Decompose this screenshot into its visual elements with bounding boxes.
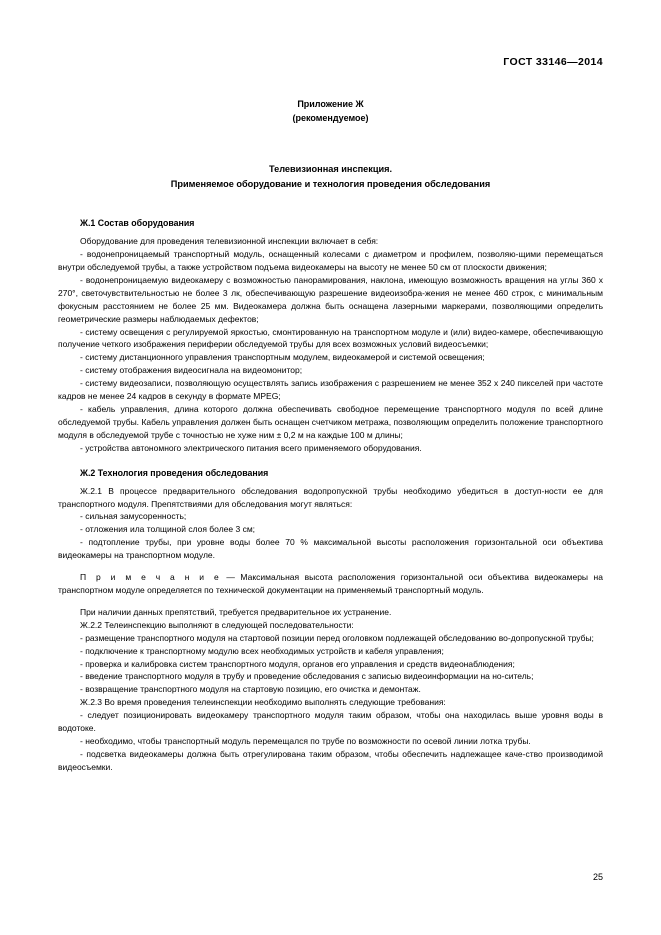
paragraph: - систему отображения видеосигнала на видеомонитор; (80, 365, 303, 376)
paragraph: - водонепроницаемую видеокамеру с возможностью панорамирования, наклона, имеющую возможность вращения на углы 360 х 270°, светочувствительностью не более 3 лк, обеспечивающую разрешение видеоизобра-жения не менее 460 строк, с минимальным фокусным расстоянием не более 25 мм. Видеокамера должна быть оснащена лазерными маркерами, позволяющими определить геометрические размеры наблюдаемых дефектов; (58, 274, 603, 324)
annex-subtitle: (рекомендуемое) (292, 112, 369, 123)
paragraph: - водонепроницаемый транспортный модуль, оснащенный колесами с диаметром и профилем, позволяю-щими перемещаться внутри обследуемой трубы, а также устройством подъема видеокамеры на высоту не менее 50 см от плоскости движения; (58, 249, 603, 273)
paragraph: Ж.2.2 Телеинспекцию выполняют в следующей последовательности: (80, 619, 354, 630)
paragraph: - подсветка видеокамеры должна быть отрегулирована таким образом, чтобы обеспечить надлежащее каче-ство производимой видеосъемки. (58, 748, 603, 772)
section-heading: Ж.1 Состав оборудования (80, 218, 195, 229)
standard-number: ГОСТ 33146—2014 (503, 56, 603, 68)
paragraph: - подключение к транспортному модулю всех необходимых устройств и кабеля управления; (80, 645, 444, 656)
paragraph: - следует позиционировать видеокамеру транспортного модуля таким образом, чтобы она находилась выше уровня воды в водотоке. (58, 710, 603, 734)
page-header (58, 56, 603, 68)
annex-title: Приложение Ж (297, 99, 364, 109)
paragraph: - подтопление трубы, при уровне воды более 70 % максимальной высоты расположения горизонтальной оси объектива видеокамеры на транспортном модуле. (58, 537, 603, 561)
note-paragraph (58, 571, 603, 597)
paragraph: Оборудование для проведения телевизионной инспекции включает в себя: (80, 236, 379, 247)
paragraph: - устройства автономного электрического питания всего применяемого оборудования. (80, 442, 422, 453)
page-title-line2: Применяемое оборудование и технология проведения обследования (170, 179, 491, 190)
paragraph: При наличии данных препятствий, требуется предварительное их устранение. (80, 606, 392, 617)
paragraph: Ж.2.1 В процессе предварительного обследования водопропускной трубы необходимо убедиться в доступ-ности ее для транспортного модуля. Препятствиями для обследования могут являться: (58, 485, 603, 509)
paragraph: - необходимо, чтобы транспортный модуль перемещался по трубе по возможности по осевой линии лотка трубы. (80, 735, 531, 746)
page-number: 25 (592, 872, 603, 882)
paragraph: - размещение транспортного модуля на стартовой позиции перед оголовком подлежащей обследованию во-допропускной трубы; (80, 632, 594, 643)
note-text: Максимальная высота расположения горизонтальной оси объектива видеокамеры на транспортном модуле определяется по технической документации на применяемый транспортный модуль. (58, 572, 603, 595)
paragraph: - систему освещения с регулируемой яркостью, смонтированную на транспортном модуле и (или) видео-камере, обеспечивающую получение четкого изображения периферии обследуемой трубы для всех возможных условий видеосъемки; (58, 326, 603, 350)
page-title (58, 162, 603, 192)
paragraph: - систему дистанционного управления транспортным модулем, видеокамерой и системой освещения; (80, 352, 485, 363)
section-technology (58, 468, 603, 774)
paragraph: Ж.2.3 Во время проведения телеинспекции необходимо выполнять следующие требования: (80, 697, 446, 708)
paragraph: - сильная замусоренность; (80, 511, 187, 522)
paragraph: - проверка и калибровка систем транспортного модуля, органов его управления и средств видеонаблюдения; (80, 658, 515, 669)
paragraph: - возвращение транспортного модуля на стартовую позицию, его очистка и демонтаж. (80, 684, 421, 695)
paragraph: - введение транспортного модуля в трубу и проведение обследования с записью видеоинформации на но-ситель; (80, 671, 534, 682)
paragraph: - кабель управления, длина которого должна обеспечивать свободное перемещение транспортного модуля по всей длине обследуемой трубы. Кабель управления должен быть оснащен счетчиком метража, позволяющим определить положение транспортного модуля в обследуемой трубе с точностью не хуже ним ± 0,2 м на каждые 100 м длины; (58, 404, 603, 440)
annex-label (58, 98, 603, 126)
note-label: П р и м е ч а н и е (80, 572, 221, 583)
paragraph: - систему видеозаписи, позволяющую осуществлять запись изображения с разрешением не менее 352 х 240 пикселей при частоте кадров не менее 24 кадров в секунду в формате MPEG; (58, 378, 603, 402)
note-dash: — (226, 572, 235, 583)
section-heading: Ж.2 Технология проведения обследования (80, 467, 269, 478)
section-equipment (58, 218, 603, 454)
page-title-line1: Телевизионная инспекция. (268, 163, 393, 174)
paragraph: - отложения ила толщиной слоя более 3 см; (80, 524, 256, 535)
